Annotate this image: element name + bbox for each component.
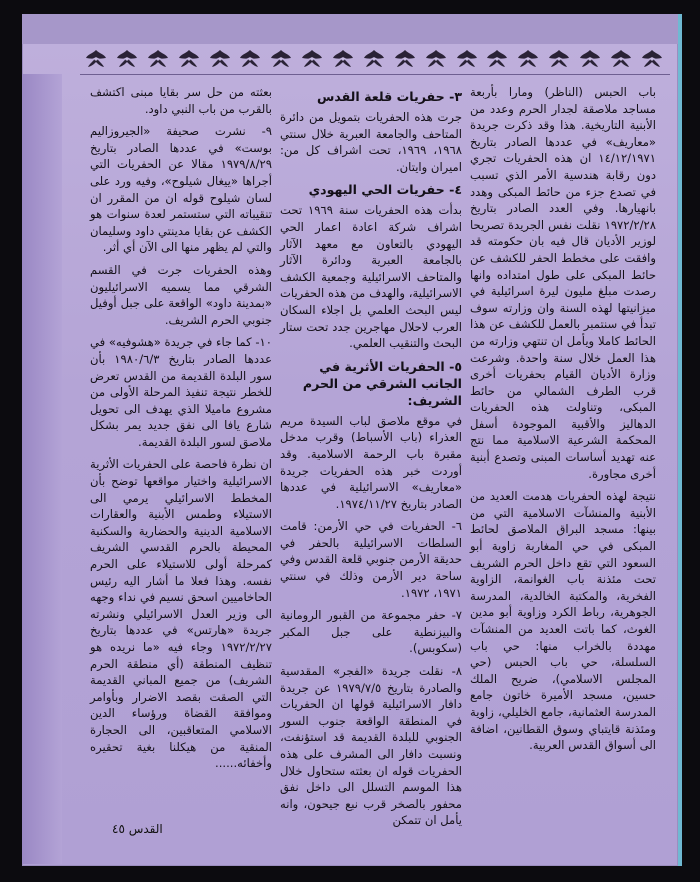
top-band	[22, 14, 678, 44]
ornament-icon	[300, 48, 324, 70]
ornament-icon	[269, 48, 293, 70]
ornament-icon	[609, 48, 633, 70]
ornament-icon	[393, 48, 417, 70]
paragraph: نتيجة لهذه الحفريات هدمت العديد من الأبنية والمنشآت الاسلامية التي من بينها: مسجد البراق الملاصق لحائط المبكى في حي المغاربة زاوية أبو السعود التي تقع داخل الحرم الشريف تحت مئذنة باب الغوانمة، الزاوية الفخرية، والمكتبة الخالدية، المدرسة الجوهرية، رباط الكرد وزاوية أبو مدين الغوث، كما باتت العديد من المنشآت مهددة بالخراب منها: حي باب السلسلة، حي باب الحبس (حي المجلس الاسلامي)، ضريح الملك حسين، مسجد الأميرة خاتون جامع المدرسة العثمانية، جامع الخليلي، زاوية ومئذنة قايتباي وسوق القطانين، اضافة الى أسواق القدس العربية.	[470, 489, 656, 753]
column-left	[90, 84, 272, 800]
ornament-icon	[578, 48, 602, 70]
ornament-icon	[146, 48, 170, 70]
ornament-icon	[84, 48, 108, 70]
section-heading: ٣- حفريات قلعة القدس	[316, 89, 462, 104]
paragraph: بدأت هذه الحفريات سنة ١٩٦٩ تحت اشراف شركة اعادة اعمار الحي اليهودي بالتعاون مع معهد الآثار بالجامعة العبرية ودائرة الآثار والمتاحف الاسرائيلية وجمعية الكشف الاسرائيلية، والهدف من هذه الحفريات ليس البحث العلمي بل اجلاء السكان العرب لاحلال مهاجرين جدد تحت ستار البحث والتنقيب العلمي.	[280, 203, 462, 351]
page-folio: القدس ٤٥	[112, 822, 163, 836]
paragraph: ٦- الحفريات في حي الأرمن: قامت السلطات الاسرائيلية بالحفر في حديقة الأرمن جنوبي قلعة القدس وفي ساحة دير الأرمن وذلك في سنتي ١٩٧١، ١٩٧٢.	[280, 519, 462, 600]
paragraph: في موقع ملاصق لباب السيدة مريم العذراء (باب الأسباط) وقرب مدخل مقبرة باب الرحمة الاسلامية. وقد أوردت خبر هذه الحفريات جريدة «معاريف» الاسرائيلية في عددها الصادر بتاريخ ١٩٧٤/١١/٢٧.	[280, 413, 462, 511]
magazine-page	[22, 14, 682, 866]
page-edge	[22, 74, 62, 864]
ornament-icon	[516, 48, 540, 70]
ornament-icon	[115, 48, 139, 70]
paragraph: ٩- نشرت صحيفة «الجيروزاليم بوست» في عددها الصادر بتاريخ ١٩٧٩/٨/٢٩ مقالا عن الحفريات التي أجراها «ييغال شيلوح»، وفيه ورد على لسان شيلوح قوله ان من المقرر ان تنقيباته التي ستستمر لعدة سنوات هو الكشف عن بقايا مدينتي داود وسليمان والتي لم يظهر منها الى الآن أي أثر.	[90, 124, 272, 255]
header-rule	[80, 74, 670, 75]
paragraph: باب الحبس (الناظر) ومارا بأربعة مساجد ملاصقة لجدار الحرم وعدد من الأبنية التاريخية. هذا وقد ذكرت جريدة «معاريف» في عددها الصادر بتاريخ ١٤/١٢/١٩٧١ ان هذه الحفريات تجري دون رقابة هندسية الأمر الذي تسبب في تصدع جزء من حائط المبكى وهدد بانهيارها. وفي العدد الصادر بتاريخ ١٩٧٢/٢/٢٨ نقلت نفس الجريدة تصريحا لوزير الأديان قال فيه بان حكومته قد وافقت على مخطط الحفر للكشف عن حائط المبكى على طول امتداده وانها رصدت مبلغ مليون ليرة اسرائيلية في ميزانيتها لهذه السنة وان وزارته سوف تبدأ في سنتمبر بالعمل للكشف عن هذا الحائط كاملا ويأمل ان تنتهي وزارته من هذا العمل خلال سنة واحدة. وشرعت وزارة الأديان القيام بحفريات أخرى قرب الطرف الشمالي من حائط المبكى، وتناولت هذه الحفريات الدهاليز والأقبية الموجودة أسفل المحكمة الشرعية الاسلامية مما نتج عنه تهديد أساسات المبنى وتصدع أبنية أخرى مجاورة.	[470, 85, 656, 481]
ornament-icon	[547, 48, 571, 70]
paragraph: بعثته من حل سر بقايا مبنى اكتشف بالقرب من باب النبي داود.	[90, 85, 272, 116]
paragraph: ٧- حفر مجموعة من القبور الرومانية والبيزنطية على جبل المكبر (سكوبس).	[280, 608, 462, 656]
section-heading: ٤- حفريات الحي اليهودي	[308, 182, 462, 198]
paragraph: جرت هذه الحفريات بتمويل من دائرة المتاحف والجامعة العبرية خلال سنتي ١٩٦٨، ١٩٦٩، تحت اشراف كل من: اميران وايتان.	[280, 110, 462, 174]
ornament-icon	[455, 48, 479, 70]
paragraph: وهذه الحفريات جرت في القسم الشرقي مما يسميه الاسرائيليون «بمدينة داود» الواقعة على جبل أوفيل جنوبي الحرم الشريف.	[90, 262, 272, 327]
section-heading: ٥- الحفريات الأثرية في الجانب الشرقي من الحرم الشريف:	[302, 358, 462, 408]
ornament-icon	[424, 48, 448, 70]
column-right	[470, 84, 656, 800]
ornament-icon	[640, 48, 664, 70]
ornament-icon	[331, 48, 355, 70]
paragraph: ان نظرة فاحصة على الحفريات الأثرية الاسرائيلية واختيار مواقعها توضح بأن المخطط الاسرائيلي يرمي الى الاستيلاء وطمس الأبنية والعقارات الاسلامية الدينية والحضارية والسكنية المحيطة بالحرم القدسي الشريف كمرحلة أولى للاستيلاء على الحرم نفسه. وهذا فعلا ما أشار اليه رئيس الحاخاميين اسحق نسيم في نداء وجهه الى وزير العدل الاسرائيلي ونشرته جريدة «هارتس» في عددها بتاريخ ١٩٧٢/٢/٢٧ وجاء فيه «ما نريده هو تنظيف المنطقة (أي منطقة الحرم الشريف) من جميع المباني القديمة التي الصقت بقصد الاضرار وبأوامر وموافقة القضاة ورؤساء الدين الاسلامي المتعاقبين، الى الحجارة المنقية من هيكلنا بغية تحقيره وأخفائه......	[90, 457, 272, 771]
ornament-border	[84, 44, 664, 74]
ornament-icon	[177, 48, 201, 70]
paragraph: ٨- نقلت جريدة «الفجر» المقدسية والصادرة بتاريخ ١٩٧٩/٧/٥ عن جريدة دافار الاسرائيلية قولها ان الحفريات في المنطقة الواقعة جنوب السور الجنوبي للبلدة القديمة قد استؤنفت، ونسبت دافار الى المشرف على هذه الحفريات قوله ان بعثته ستحاول خلال هذا الموسم التسلل الى داخل نفق محفور بالصخر قرب نبع جيحون، وانه يأمل ان تتمكن	[280, 664, 462, 828]
ornament-icon	[485, 48, 509, 70]
column-middle	[280, 84, 462, 828]
paragraph: ١٠- كما جاء في جريدة «هشوفيه» في عددها الصادر بتاريخ ١٩٨٠/٦/٣ بأن سور البلدة القديمة من القدس تعرض للخطر نتيجة تنفيذ المرحلة الأولى من مشروع ماميلا الذي يهدف الى تحويل شارع يافا الى نفق جديد يمر بشكل ملاصق لسور البلدة القديمة.	[90, 335, 272, 449]
ornament-icon	[238, 48, 262, 70]
ornament-icon	[208, 48, 232, 70]
ornament-icon	[362, 48, 386, 70]
